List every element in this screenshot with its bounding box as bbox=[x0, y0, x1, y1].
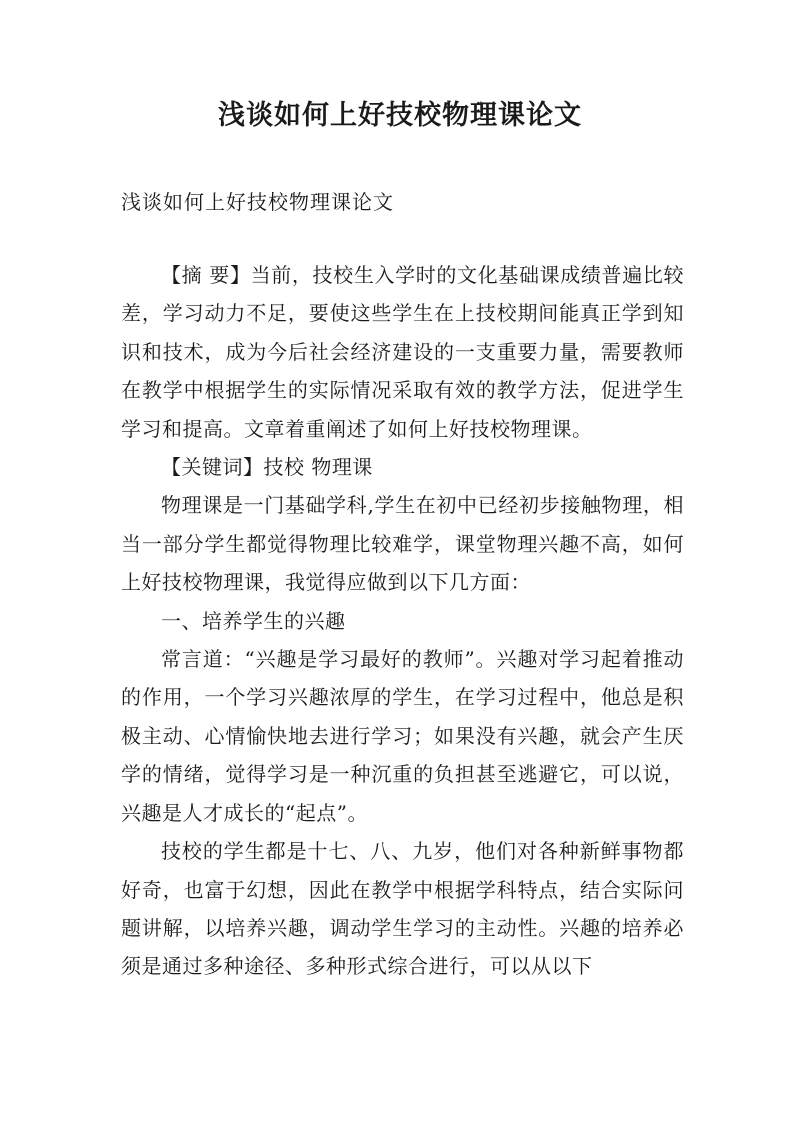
body-paragraph: 常言道：“兴趣是学习最好的教师”。兴趣对学习起着推动的作用，一个学习兴趣浓厚的学生，在学习过程中，他总是积极主动、心情愉快地去进行学习；如果没有兴趣，就会产生厌学的情绪，觉得学习是一种沉重的负担甚至逃避它，可以说，兴趣是人才成长的“起点”。 bbox=[121, 647, 684, 825]
document-body bbox=[121, 256, 684, 986]
intro-paragraph: 物理课是一门基础学科,学生在初中已经初步接触物理，相当一部分学生都觉得物理比较难学，课堂物理兴趣不高，如何上好技校物理课，我觉得应做到以下几方面： bbox=[121, 493, 684, 595]
document-subtitle: 浅谈如何上好技校物理课论文 bbox=[121, 190, 394, 214]
section-heading: 一、培养学生的兴趣 bbox=[161, 608, 346, 633]
keywords-paragraph: 【关键词】技校 物理课 bbox=[161, 455, 373, 480]
abstract-paragraph: 【摘 要】当前，技校生入学时的文化基础课成绩普遍比较差，学习动力不足，要使这些学生在上技校期间能真正学到知识和技术，成为今后社会经济建设的一支重要力量，需要教师在教学中根据学生的实际情况采取有效的教学方法，促进学生学习和提高。文章着重阐述了如何上好技校物理课。 bbox=[121, 263, 684, 441]
document-title: 浅谈如何上好技校物理课论文 bbox=[218, 100, 582, 131]
body-paragraph: 技校的学生都是十七、八、九岁，他们对各种新鲜事物都好奇，也富于幻想，因此在教学中根据学科特点，结合实际问题讲解，以培养兴趣，调动学生学习的主动性。兴趣的培养必须是通过多种途径、多种形式综合进行，可以从以下 bbox=[121, 839, 684, 979]
